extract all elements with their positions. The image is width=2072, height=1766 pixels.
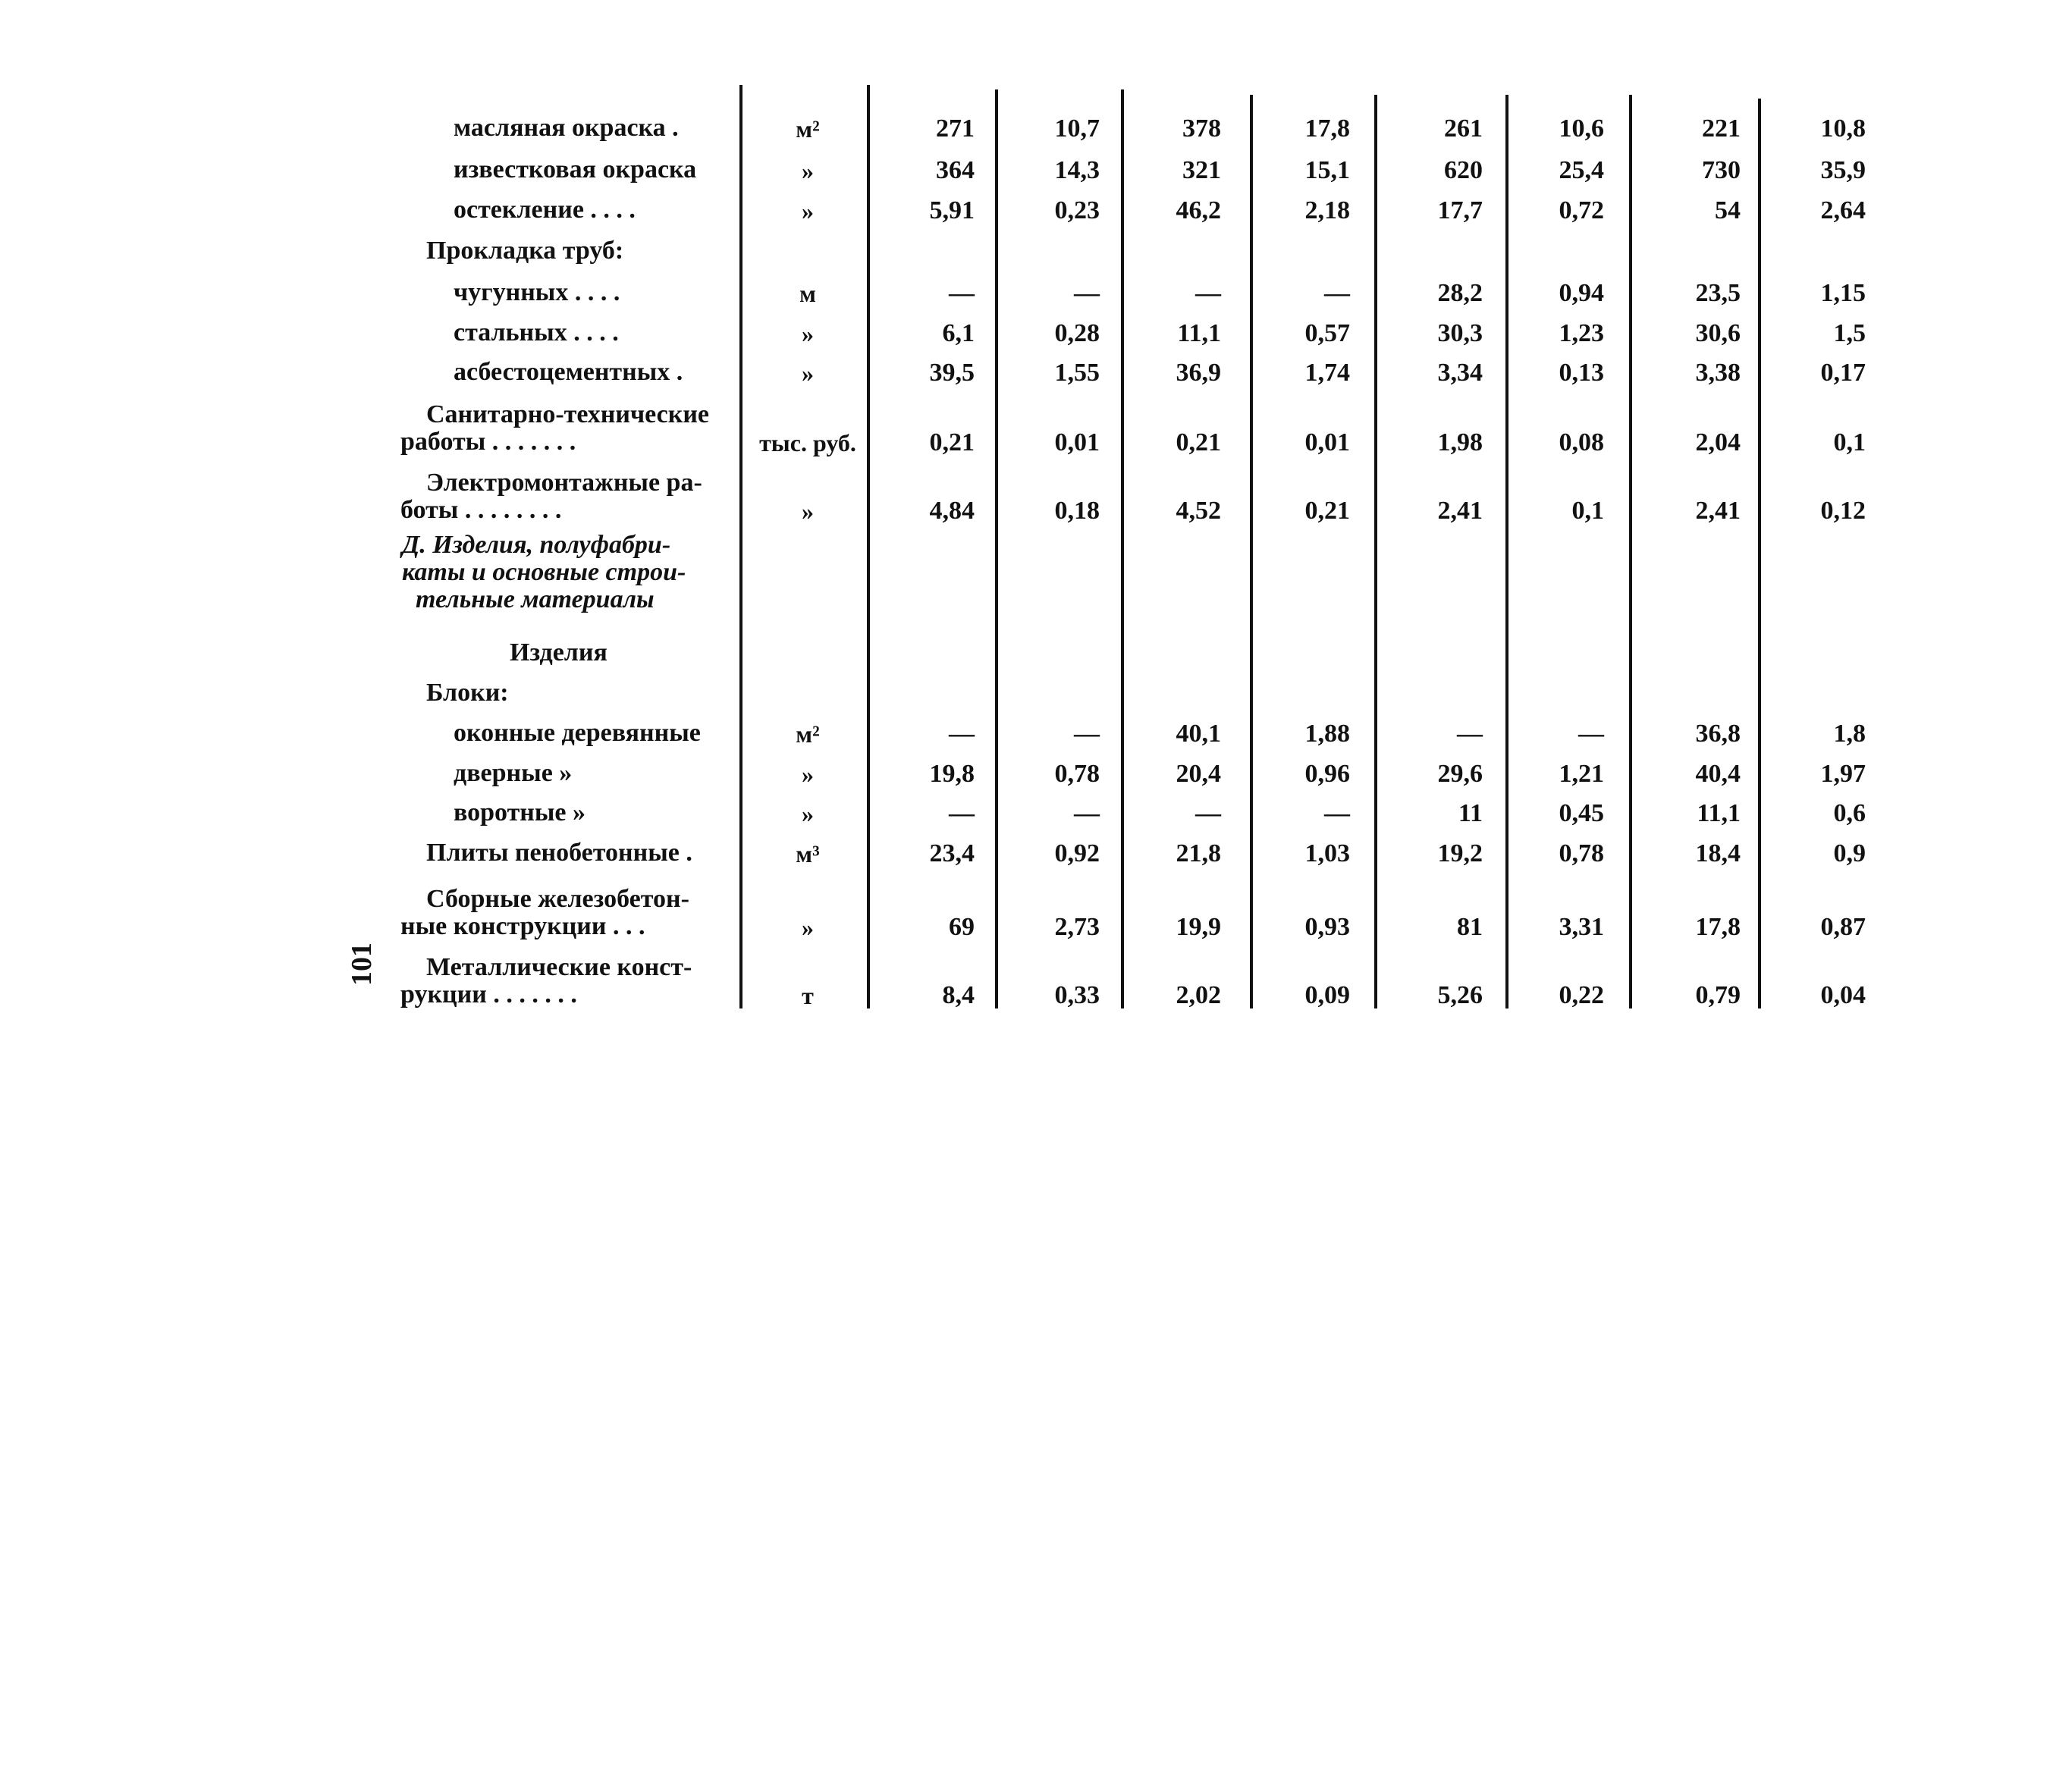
row-unit: » [802,197,814,224]
table-cell: 1,03 [1304,839,1350,867]
row-label: асбестоцементных . [454,358,683,386]
table-cell: 40,1 [1176,720,1221,748]
row-label: известковая окраска [454,155,697,184]
table-cell: 5,91 [929,196,975,224]
table-cell: 5,26 [1437,981,1483,1009]
table-cell: 81 [1457,913,1483,941]
table-cell: 36,9 [1176,359,1221,387]
table-cell: 23,4 [929,839,975,867]
table-cell: 0,9 [1833,839,1866,867]
row-label: масляная окраска . [454,114,679,142]
row-unit: м³ [796,840,820,867]
row-unit: » [802,157,814,184]
table-cell: 0,94 [1559,279,1604,307]
row-label: Д. Изделия, полуфабри- [402,531,671,559]
table-cell: — [1074,279,1100,307]
table-cell: 18,4 [1695,839,1741,867]
table-cell: 1,74 [1304,359,1350,387]
row-unit: м [799,280,816,307]
table-cell: — [949,720,975,748]
row-unit: » [802,320,814,347]
table-cell: — [1074,720,1100,748]
row-label: Изделия [510,638,607,667]
table-cell: 378 [1182,114,1221,143]
row-unit: тыс. руб. [759,429,856,456]
table-cell: 11 [1458,799,1483,827]
table-cell: 2,04 [1695,428,1741,456]
table-cell: 0,09 [1304,981,1350,1009]
table-cell: 0,78 [1054,760,1100,788]
table-cell: 10,6 [1559,114,1604,143]
column-rule [1250,95,1253,1008]
table-cell: 36,8 [1695,720,1741,748]
column-rule [1374,95,1377,1008]
table-cell: 40,4 [1695,760,1741,788]
table-cell: 1,8 [1833,720,1866,748]
table-cell: 0,08 [1559,428,1604,456]
table-cell: 69 [949,913,975,941]
table-cell: 1,5 [1833,319,1866,347]
row-label: тельные материалы [416,585,655,613]
row-label: каты и основные строи- [402,558,686,586]
table-cell: 8,4 [942,981,975,1009]
row-label: Электромонтажные ра- [426,469,702,497]
table-cell: 2,41 [1695,497,1741,525]
table-cell: 25,4 [1559,156,1604,184]
table-cell: 11,1 [1697,799,1741,827]
table-cell: 19,9 [1176,913,1221,941]
table-cell: 39,5 [929,359,975,387]
row-label: стальных . . . . [454,318,619,347]
table-cell: 0,87 [1820,913,1866,941]
table-cell: 0,28 [1054,319,1100,347]
table-cell: 0,33 [1054,981,1100,1009]
row-label: Санитарно-технические [426,400,710,428]
row-unit: м² [796,720,820,748]
table-cell: — [1324,279,1350,307]
row-label: работы . . . . . . . [400,428,576,456]
page-number: 101 [346,943,378,986]
table-cell: 2,18 [1304,196,1350,224]
table-cell: 0,23 [1054,196,1100,224]
table-cell: 0,12 [1820,497,1866,525]
row-unit: » [802,914,814,941]
table-cell: 19,8 [929,760,975,788]
table-cell: 20,4 [1176,760,1221,788]
column-rule [739,85,742,1008]
table-cell: 4,52 [1176,497,1221,525]
table-cell: 0,93 [1304,913,1350,941]
table-cell: 0,01 [1304,428,1350,456]
table-cell: 0,17 [1820,359,1866,387]
table-cell: 0,72 [1559,196,1604,224]
row-unit: » [802,800,814,827]
table-cell: 17,8 [1304,114,1350,143]
column-rule [1629,95,1632,1008]
table-cell: 0,92 [1054,839,1100,867]
table-cell: 261 [1444,114,1483,143]
row-label: дверные » [454,759,573,787]
table-cell: 14,3 [1054,156,1100,184]
table-cell: — [1578,720,1604,748]
row-label: чугунных . . . . [454,278,620,306]
table-cell: 29,6 [1437,760,1483,788]
table-cell: 0,78 [1559,839,1604,867]
table-cell: 3,38 [1695,359,1741,387]
row-label: рукции . . . . . . . [400,980,577,1008]
table-cell: 15,1 [1304,156,1350,184]
table-cell: 1,88 [1304,720,1350,748]
table-cell: 321 [1182,156,1221,184]
table-cell: 2,73 [1054,913,1100,941]
column-rule [1505,95,1508,1008]
table-cell: 0,96 [1304,760,1350,788]
table-cell: 35,9 [1820,156,1866,184]
table-cell: 30,3 [1437,319,1483,347]
row-label: боты . . . . . . . . [400,496,562,524]
table-cell: 730 [1702,156,1741,184]
table-cell: 1,55 [1054,359,1100,387]
table-cell: 0,04 [1820,981,1866,1009]
table-cell: 30,6 [1695,319,1741,347]
table-cell: 1,98 [1437,428,1483,456]
row-unit: т [802,982,814,1009]
column-rule [1758,99,1761,1008]
table-cell: 1,97 [1820,760,1866,788]
table-cell: 0,21 [1304,497,1350,525]
table-cell: 2,64 [1820,196,1866,224]
table-cell: 0,45 [1559,799,1604,827]
row-label: Металлические конст- [426,953,692,981]
row-label: Плиты пенобетонные . [426,839,692,867]
table-cell: — [1074,799,1100,827]
table-cell: 3,34 [1437,359,1483,387]
table-cell: 17,8 [1695,913,1741,941]
table-cell: 11,1 [1177,319,1221,347]
table-cell: 46,2 [1176,196,1221,224]
row-unit: » [802,761,814,788]
table-cell: 3,31 [1559,913,1604,941]
table-cell: 21,8 [1176,839,1221,867]
row-label: Блоки: [426,679,509,707]
table-cell: 620 [1444,156,1483,184]
table-cell: 4,84 [929,497,975,525]
row-label: Прокладка труб: [426,237,624,265]
table-cell: 0,21 [1176,428,1221,456]
table-cell: 1,15 [1820,279,1866,307]
table-cell: 0,57 [1304,319,1350,347]
table-cell: 271 [936,114,975,143]
table-cell: 54 [1715,196,1741,224]
row-unit: » [802,359,814,387]
table-cell: 10,8 [1820,114,1866,143]
table-cell: — [1457,720,1483,748]
table-cell: 0,13 [1559,359,1604,387]
table-cell: — [1324,799,1350,827]
table-cell: 10,7 [1054,114,1100,143]
table-cell: 2,41 [1437,497,1483,525]
table-cell: 6,1 [942,319,975,347]
row-unit: м² [796,115,820,143]
row-label: воротные » [454,798,586,827]
table-cell: 0,21 [929,428,975,456]
table-cell: 23,5 [1695,279,1741,307]
table-cell: 0,1 [1571,497,1604,525]
row-label: оконные деревянные [454,719,701,747]
table-cell: 0,79 [1695,981,1741,1009]
table-cell: 1,23 [1559,319,1604,347]
table-cell: — [1195,799,1221,827]
table-cell: 19,2 [1437,839,1483,867]
table-cell: 28,2 [1437,279,1483,307]
table-cell: — [949,799,975,827]
table-cell: 221 [1702,114,1741,143]
table-cell: 0,22 [1559,981,1604,1009]
table-cell: 1,21 [1559,760,1604,788]
column-rule [995,89,998,1008]
row-label: ные конструкции . . . [400,912,645,940]
column-rule [1121,89,1124,1008]
table-cell: 17,7 [1437,196,1483,224]
row-unit: » [802,497,814,525]
table-cell: 364 [936,156,975,184]
row-label: остекление . . . . [454,196,636,224]
table-cell: 0,01 [1054,428,1100,456]
table-cell: — [949,279,975,307]
table-cell: 2,02 [1176,981,1221,1009]
table-cell: 0,6 [1833,799,1866,827]
row-label: Сборные железобетон- [426,885,689,913]
table-cell: 0,1 [1833,428,1866,456]
table-cell: — [1195,279,1221,307]
table-cell: 0,18 [1054,497,1100,525]
